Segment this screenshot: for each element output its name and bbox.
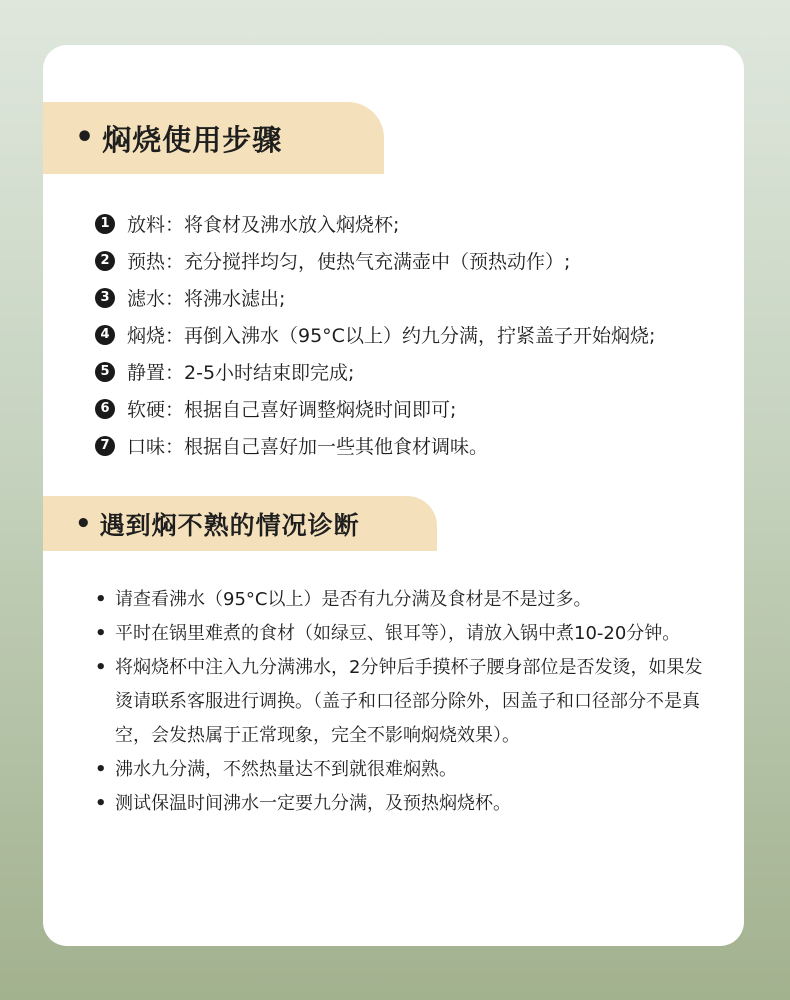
step-text: 预热：充分搅拌均匀，使热气充满壶中（预热动作）; bbox=[127, 251, 571, 273]
step-item bbox=[95, 279, 655, 316]
step-number-badge: 6 bbox=[95, 399, 115, 419]
step-text: 放料：将食材及沸水放入焖烧杯; bbox=[127, 214, 400, 236]
step-number-badge: 1 bbox=[95, 214, 115, 234]
header-bullet: • bbox=[75, 120, 95, 155]
step-number-badge: 5 bbox=[95, 362, 115, 382]
diagnosis-item bbox=[95, 787, 705, 821]
list-bullet: • bbox=[95, 657, 107, 678]
step-item bbox=[95, 242, 655, 279]
step-number-badge: 3 bbox=[95, 288, 115, 308]
step-text: 口味：根据自己喜好加一些其他食材调味。 bbox=[127, 436, 489, 458]
step-text: 焖烧：再倒入沸水（95°C以上）约九分满，拧紧盖子开始焖烧; bbox=[127, 325, 656, 347]
step-number-badge: 4 bbox=[95, 325, 115, 345]
diagnosis-text: 平时在锅里难煮的食材（如绿豆、银耳等），请放入锅中煮10-20分钟。 bbox=[115, 623, 681, 644]
section-title: 遇到焖不熟的情况诊断 bbox=[99, 510, 360, 540]
step-text: 静置：2-5小时结束即完成; bbox=[127, 362, 355, 384]
section-title: 焖烧使用步骤 bbox=[102, 122, 283, 157]
diagnosis-text: 沸水九分满，不然热量达不到就很难焖熟。 bbox=[115, 759, 457, 780]
list-bullet: • bbox=[95, 623, 107, 644]
diagnosis-list bbox=[95, 583, 705, 821]
diagnosis-item bbox=[95, 617, 705, 651]
diagnosis-text: 测试保温时间沸水一定要九分满，及预热焖烧杯。 bbox=[115, 793, 511, 814]
diagnosis-item bbox=[95, 753, 705, 787]
step-number-badge: 2 bbox=[95, 251, 115, 271]
step-item bbox=[95, 205, 655, 242]
diagnosis-text: 将焖烧杯中注入九分满沸水，2分钟后手摸杯子腰身部位是否发烫，如果发烫请联系客服进行调换。（盖子和口径部分除外，因盖子和口径部分不是真空，会发热属于正常现象，完全不影响焖烧效果）。 bbox=[115, 657, 703, 746]
instruction-card bbox=[43, 45, 744, 946]
diagnosis-item bbox=[95, 583, 705, 617]
step-text: 滤水：将沸水滤出; bbox=[127, 288, 286, 310]
section-header-usage-steps bbox=[43, 102, 384, 174]
usage-steps-list bbox=[95, 205, 655, 464]
section-header-diagnosis bbox=[43, 496, 437, 551]
step-item bbox=[95, 353, 655, 390]
diagnosis-text: 请查看沸水（95°C以上）是否有九分满及食材是不是过多。 bbox=[115, 589, 592, 610]
step-item bbox=[95, 390, 655, 427]
list-bullet: • bbox=[95, 589, 107, 610]
diagnosis-item bbox=[95, 651, 705, 753]
list-bullet: • bbox=[95, 793, 107, 814]
list-bullet: • bbox=[95, 759, 107, 780]
step-number-badge: 7 bbox=[95, 436, 115, 456]
step-item bbox=[95, 427, 655, 464]
header-bullet: • bbox=[75, 508, 92, 539]
step-item bbox=[95, 316, 655, 353]
step-text: 软硬：根据自己喜好调整焖烧时间即可; bbox=[127, 399, 457, 421]
